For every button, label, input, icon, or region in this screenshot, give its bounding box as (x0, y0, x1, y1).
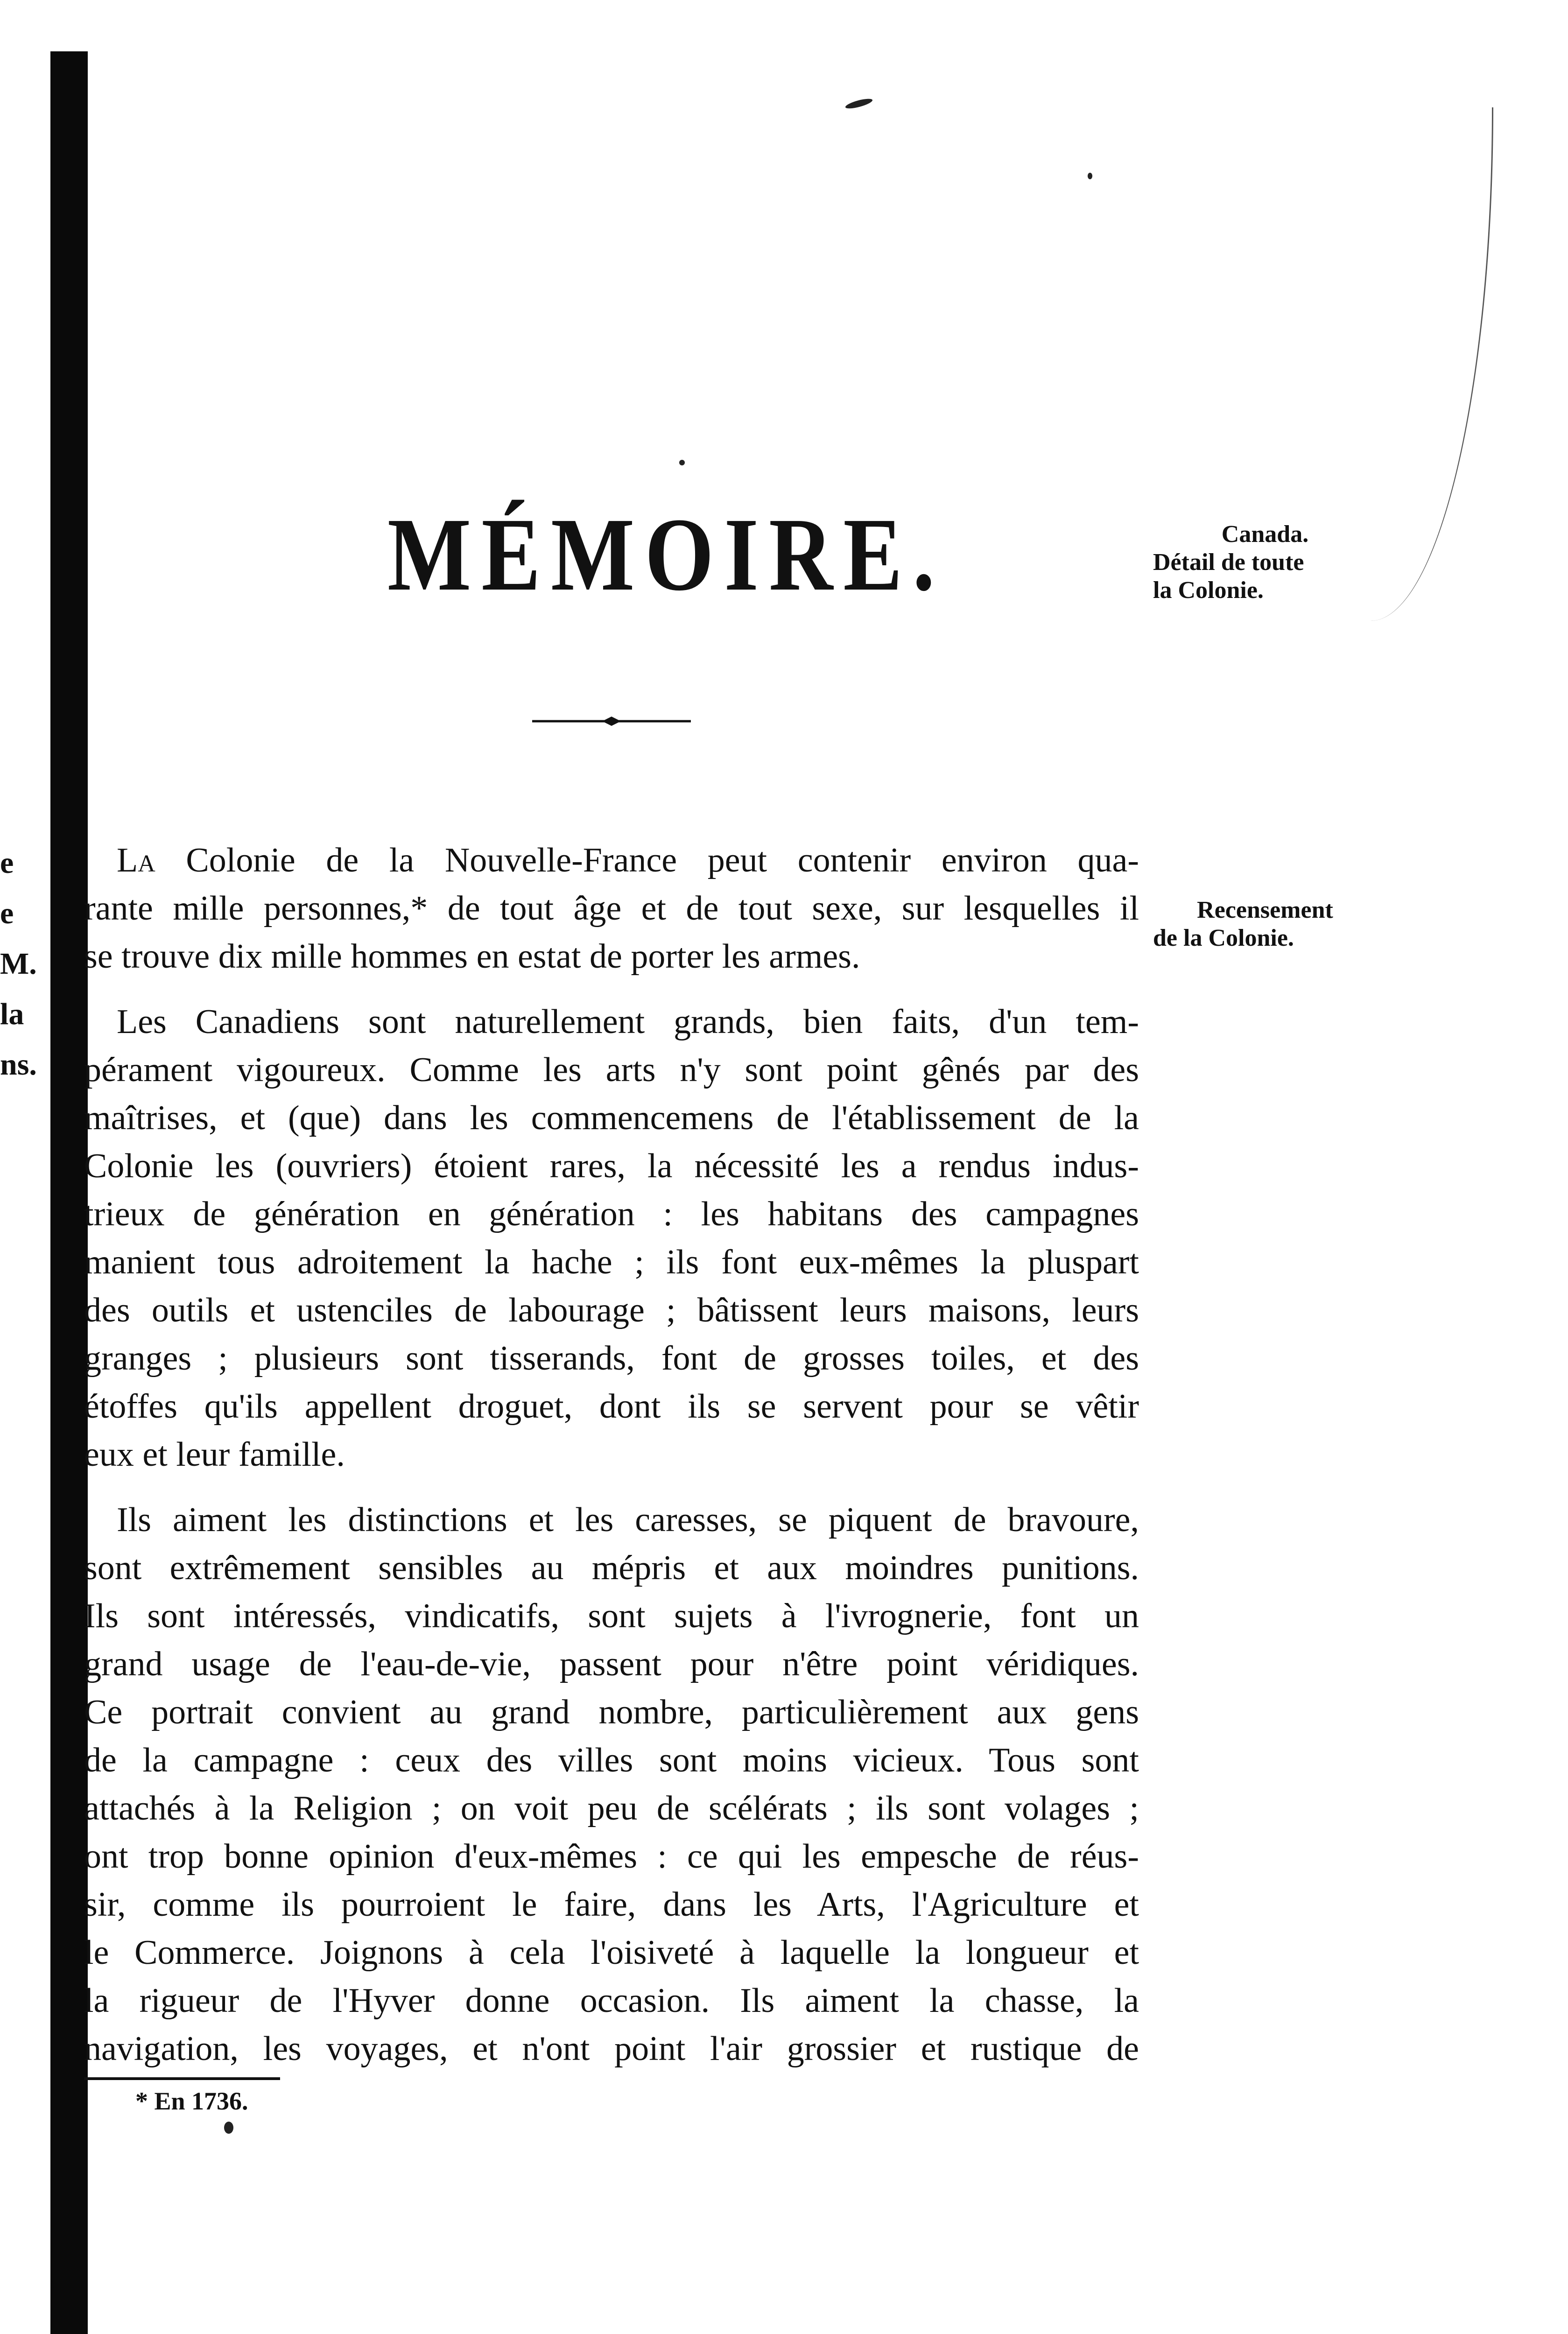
text-line: de la campagne : ceux des villes sont moins vicieux. Tous sont (84, 1741, 1139, 1779)
footnote: * En 1736. (135, 2087, 248, 2115)
fragment-line: M. (0, 947, 37, 981)
text-line: manient tous adroitement la hache ; ils font eux-mêmes la pluspart (84, 1243, 1139, 1281)
margin-notes (1153, 520, 1377, 952)
text-line: des outils et ustenciles de labourage ; bâtissent leurs maisons, leurs (84, 1291, 1139, 1329)
text-line: Ils aiment les distinctions et les caresses, se piquent de bravoure, (117, 1501, 1139, 1539)
fragment-line: la (0, 997, 24, 1031)
text-line: grand usage de l'eau-de-vie, passent pour n'être point véridiques. (84, 1645, 1139, 1683)
text-line: La Colonie de la Nouvelle-France peut contenir environ qua- (117, 841, 1139, 879)
text-line: ont trop bonne opinion d'eux-mêmes : ce qui les empesche de réus- (84, 1837, 1139, 1876)
text-line: le Commerce. Joignons à cela l'oisiveté à laquelle la longueur et (84, 1933, 1139, 1972)
fragment-line: e (0, 846, 14, 880)
scan-speck (224, 2122, 233, 2134)
binding-shadow (50, 51, 88, 2334)
scan-edge-curve (1371, 107, 1493, 621)
paragraph (84, 1496, 1139, 2073)
text-line: maîtrises, et (que) dans les commencemens de l'établissement de la (84, 1099, 1139, 1137)
scan-speck (1088, 173, 1092, 179)
margin-note-line: la Colonie. (1153, 577, 1264, 604)
footnote-rule (84, 2077, 280, 2080)
text-line: se trouve dix mille hommes en estat de porter les armes. (84, 937, 860, 976)
text-line: attachés à la Religion ; on voit peu de scélérats ; ils sont volages ; (84, 1789, 1139, 1828)
fragment-line: e (0, 896, 14, 930)
margin-note-line: de la Colonie. (1153, 925, 1294, 951)
paragraph (84, 837, 1139, 981)
text-line: sont extrêmement sensibles au mépris et aux moindres punitions. (84, 1549, 1139, 1587)
text-line: trieux de génération en génération : les habitans des campagnes (84, 1195, 1139, 1233)
text-line: navigation, les voyages, et n'ont point l'air grossier et rustique de (84, 2030, 1139, 2068)
scan-speck (844, 97, 873, 110)
scan-speck (679, 460, 685, 465)
margin-note-line: Canada. (1221, 521, 1309, 548)
text-line: Colonie les (ouvriers) étoient rares, la nécessité les a rendus indus- (84, 1147, 1139, 1185)
adjacent-page-fragment (0, 838, 51, 1090)
text-line: la rigueur de l'Hyver donne occasion. Ils aiment la chasse, la (84, 1982, 1139, 2020)
text-line: pérament vigoureux. Comme les arts n'y sont point gênés par des (84, 1051, 1139, 1089)
text-line: eux et leur famille. (84, 1435, 345, 1474)
drop-cap: La (117, 841, 155, 879)
text-line: Les Canadiens sont naturellement grands, bien faits, d'un tem- (117, 1003, 1139, 1041)
paragraph (84, 998, 1139, 1479)
text-line: granges ; plusieurs sont tisserands, font de grosses toiles, et des (84, 1339, 1139, 1378)
fragment-line: ns. (0, 1047, 37, 1082)
body-text (84, 837, 1139, 2090)
text-line: étoffes qu'ils appellent droguet, dont ils se servent pour se vêtir (84, 1387, 1139, 1426)
margin-note-line: Détail de toute (1153, 549, 1304, 576)
title-ornament (532, 714, 691, 728)
text-line: rante mille personnes,* de tout âge et de tout sexe, sur lesquelles il (84, 889, 1139, 928)
text-line: Ce portrait convient au grand nombre, particulièrement aux gens (84, 1693, 1139, 1731)
margin-note-line: Recensement (1197, 897, 1333, 923)
page-title: MÉMOIRE. (387, 497, 945, 613)
text-line: sir, comme ils pourroient le faire, dans les Arts, l'Agriculture et (84, 1885, 1139, 1924)
text-line: Ils sont intéressés, vindicatifs, sont sujets à l'ivrognerie, font un (84, 1597, 1139, 1635)
